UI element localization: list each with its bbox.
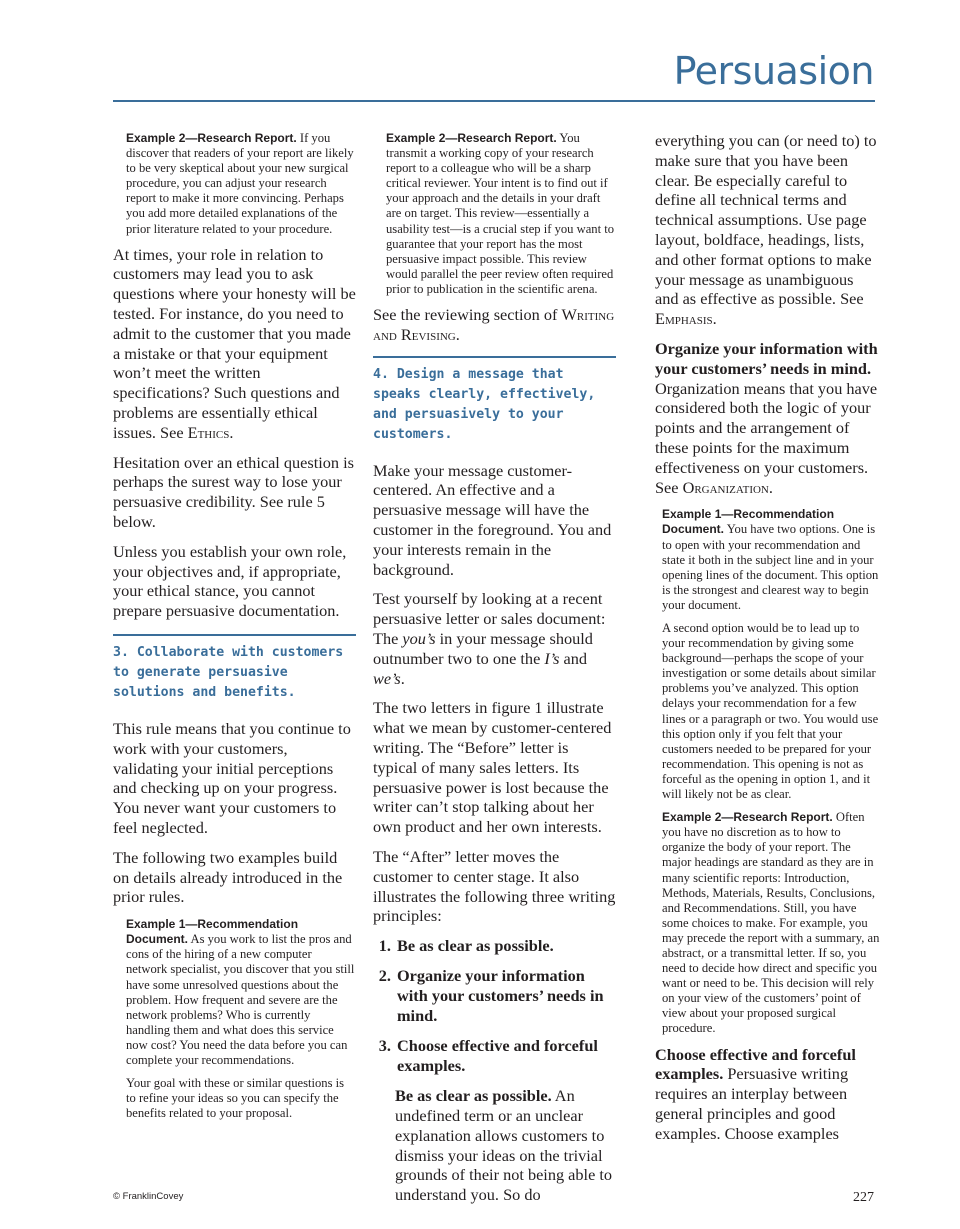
example-1-second-option: A second option would be to lead up to your recommendation by giving some background—perhaps the scope of your investigation or some details about similar problems you’ve analyzed. This option delays your recommendation for a few lines or a paragraph or two. You would use this option only if you felt that your customers needed to be prepared for your recommendation. This opening is not as forceful as the opening in option 1, and it will likely not be as clear.: [662, 621, 879, 802]
rule-3-heading: 3. Collaborate with customers to generate persuasive solutions and benefits.: [113, 634, 356, 703]
list-item: 2. Organize your information with your customers’ needs in mind.: [395, 966, 616, 1026]
header-rule: [113, 100, 875, 102]
paragraph-after-letter: The “After” letter moves the customer to center stage. It also illustrates the following three writing principles:: [373, 846, 616, 926]
example-2-research-report: Example 2—Research Report. If you discover that readers of your report are likely to be very skeptical about your new surgical procedure, you can adjust your research report to make it more convincing. Perhaps you add more detailed explanations of the prior literature related to your procedure.: [126, 131, 354, 236]
example-2-research-report: Example 2—Research Report. Often you have no discretion as to how to organize the body of your report. The major headings are standard as they are in many scientific reports: Introduction, Methods, Materials, Results, Conclusions, and Recommendations. Still, you have some choices to make. For example, you may precede the report with a summary, an abstract, or a transmittal letter. If so, you need to decide how direct and specific you want or need to be. This decision will rely on your view of the customers’ point of view about your proposed surgical procedure.: [662, 810, 880, 1036]
column-1: [113, 131, 356, 1129]
page-number: 227: [853, 1190, 874, 1205]
see-reviewing-section: See the reviewing section of Writing and Revising.: [373, 305, 615, 344]
paragraph-customer-centered: Make your message customer-centered. An effective and a persuasive message will have the customer in the foreground. You and your interests remain in the background.: [373, 460, 612, 579]
paragraph-be-clear: Be as clear as possible. An undefined term or an unclear explanation allows customers to dismiss your ideas on the trivial grounds of their not being able to understand you. So do: [395, 1086, 613, 1205]
example-1-goal: Your goal with these or similar questions is to refine your ideas so you can specify the benefits related to your proposal.: [126, 1076, 345, 1121]
paragraph-hesitation: Hesitation over an ethical question is perhaps the surest way to lose your persuasive credibility. See rule 5 below.: [113, 452, 354, 532]
writing-principles-list: [373, 936, 616, 1076]
writing-and-revising-link[interactable]: Writing and Revising: [373, 305, 615, 344]
column-2: [373, 131, 616, 1215]
paragraph-everything-you-can: everything you can (or need to) to make sure that you have been clear. Be especially careful to define all technical terms and technical assumptions. Use page layout, boldface, headings, lists, and other format options to make your message as unambiguous and as effective as possible. See Emphasis.: [655, 131, 877, 329]
page-title: Persuasion: [673, 49, 874, 93]
example-1-recommendation-document: Example 1—Recommendation Document. As you work to list the pros and cons of the hiring of a new computer network specialist, you discover that you still have some unresolved questions about the problem. How frequent and severe are the network problems? Who is currently handling them and what does this service now cost? You need the data before you can complete your recommendations.: [126, 917, 355, 1068]
organization-link[interactable]: Organization: [682, 477, 769, 497]
paragraph-choose-examples: Choose effective and forceful examples. Persuasive writing requires an interplay between general principles and good examples. Choose examples: [655, 1044, 856, 1143]
paragraph-organize: Organize your information with your customers’ needs in mind. Organization means that you have considered both the logic of your points and the arrangement of these points for the maximum effectiveness on your customers. See Organization.: [655, 338, 878, 497]
list-item: 3. Choose effective and forceful examples.: [395, 1036, 616, 1076]
rule-4-heading: 4. Design a message that speaks clearly, effectively, and persuasively to your customers.: [373, 356, 616, 445]
emphasis-link[interactable]: Emphasis: [655, 309, 713, 329]
paragraph-test-yourself: Test yourself by looking at a recent persuasive letter or sales document: The you’s in your message should outnumber two to one the I’s and we’s.: [373, 589, 606, 688]
list-item: 1. Be as clear as possible.: [395, 936, 616, 956]
ethics-link[interactable]: Ethics: [187, 422, 230, 442]
paragraph-role-honesty: At times, your role in relation to customers may lead you to ask questions where your honesty will be tested. For instance, do you need to admit to the customer that you made a mistake or that your equipment won’t meet the written specifications? Such questions and problems are essentially ethical issues. See Ethics.: [113, 244, 356, 442]
column-3: [655, 131, 881, 1154]
paragraph-rule-3: This rule means that you continue to work with your customers, validating your initial perceptions and checking up on your progress. You never want your customers to feel neglected.: [113, 719, 351, 837]
paragraph-following-examples: The following two examples build on details already introduced in the prior rules.: [113, 847, 343, 907]
paragraph-two-letters: The two letters in figure 1 illustrate what we mean by customer-centered writing. The “Before” letter is typical of many sales letters. Its persuasive power is lost because the writer can’t stop talking about her own product and her own interests.: [373, 698, 612, 837]
example-1-recommendation-document: Example 1—Recommendation Document. You have two options. One is to open with your recommendation and state it both in the subject line and in your opening lines of the document. This option is the strongest and clearest way to begin your document.: [662, 507, 879, 612]
paragraph-establish-role: Unless you establish your own role, your objectives and, if appropriate, your ethical stance, you cannot prepare persuasive documentation.: [113, 541, 347, 621]
example-2-research-report: Example 2—Research Report. You transmit a working copy of your research report to a colleague who will be a sharp critical reviewer. Your intent is to find out if your approach and the details in your draft are on target. This review—essentially a usability test—is a crucial step if you want to guarantee that your report has the most persuasive impact possible. This review would parallel the peer review often required prior to publication in the scientific arena.: [386, 131, 615, 296]
copyright: © FranklinCovey: [113, 1191, 184, 1202]
